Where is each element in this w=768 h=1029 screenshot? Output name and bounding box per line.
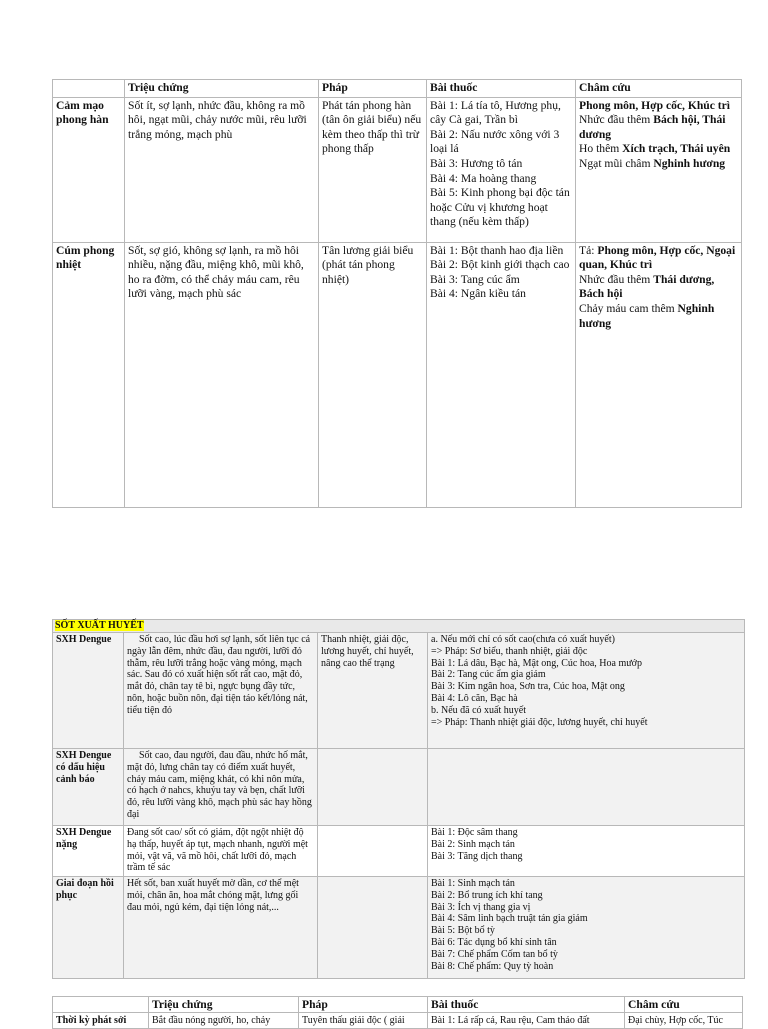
acupoint-text: Xích trạch, Thái uyên bbox=[622, 142, 731, 156]
method-cell bbox=[318, 749, 428, 826]
remedy-line: Bài 4: Ngân kiều tán bbox=[430, 287, 526, 301]
table-row bbox=[53, 826, 745, 877]
header-cell bbox=[53, 80, 125, 98]
acupoint-text: Nghinh hương bbox=[653, 156, 726, 170]
table-header-row bbox=[53, 997, 743, 1013]
remedy-line: Bài 2: Bột kinh giới thạch cao bbox=[430, 258, 570, 272]
remedy-line: Bài 8: Chế phẩm: Quy tỳ hoàn bbox=[431, 960, 554, 972]
remedy-line: Bài 4: Ma hoàng thang bbox=[430, 171, 537, 185]
acupuncture-cell: Đại chùy, Hợp cốc, Túc bbox=[625, 1013, 743, 1029]
remedy-line: Bài 6: Tác dụng bổ khí sinh tân bbox=[431, 936, 557, 948]
remedy-line: Bài 1: Lá dâu, Bạc hà, Mật ong, Cúc hoa, Hoa mướp bbox=[431, 657, 642, 669]
remedy-line: Bài 5: Bột bổ tỳ bbox=[431, 925, 495, 937]
acupoint-note: Nhức đầu thêm bbox=[579, 272, 654, 286]
symptoms-cell: Hết sốt, ban xuất huyết mờ dần, cơ thể mệt mỏi, chân ăn, hoa mắt chóng mặt, lưng gối đau mỏi, ngủ kém, đại tiện lỏng nát,... bbox=[124, 877, 318, 979]
acupoint-note: Ho thêm bbox=[579, 142, 623, 156]
acupoint-note: Chảy máu cam thêm bbox=[579, 301, 678, 315]
remedy-line: Bài 2: Sinh mạch tán bbox=[431, 838, 515, 850]
header-cell: Pháp bbox=[299, 997, 428, 1013]
remedy-line: Bài 4: Sâm linh bạch truật tán gia giảm bbox=[431, 913, 588, 925]
acupoint-text: Nghinh hương bbox=[579, 301, 715, 330]
remedy-line: Bài 3: Hương tô tán bbox=[430, 156, 523, 170]
remedy-line: => Pháp: Sơ biểu, thanh nhiệt, giải độc bbox=[431, 645, 588, 657]
row-heading: SXH Dengue bbox=[53, 633, 124, 749]
method-cell bbox=[318, 877, 428, 979]
method-cell: Tân lương giải biểu (phát tán phong nhiệt) bbox=[319, 242, 427, 507]
header-cell: Châm cứu bbox=[625, 997, 743, 1013]
remedies-cell bbox=[427, 97, 576, 242]
acupoint-text: Bách hội, Thái dương bbox=[579, 113, 726, 141]
remedy-line: Bài 2: Tang cúc ẩm gia giảm bbox=[431, 669, 546, 681]
acupoint-note: Tả: bbox=[579, 243, 598, 257]
remedies-cell bbox=[428, 633, 745, 749]
row-heading: Giai đoạn hồi phục bbox=[53, 877, 124, 979]
method-cell: Thanh nhiệt, giải độc, lương huyết, chỉ huyết, nâng cao thể trạng bbox=[318, 633, 428, 749]
remedy-line: Bài 3: Tăng dịch thang bbox=[431, 850, 523, 862]
remedy-line: Bài 1: Bột thanh hao địa liền bbox=[430, 243, 564, 257]
symptoms-cell: Đang sốt cao/ sốt có giảm, đột ngột nhiệt độ hạ thấp, huyết áp tụt, mạch nhanh, người mệt mỏi, vật vã, vã mồ hôi, chất lưỡi đỏ, mạch trầm tế sác bbox=[124, 826, 318, 877]
header-cell: Triệu chứng bbox=[149, 997, 299, 1013]
remedy-line: Bài 5: Kinh phong bại độc tán hoặc Cửu vị khương hoạt thang (nếu kèm thấp) bbox=[430, 186, 570, 229]
row-heading: SXH Dengue có dấu hiệu cảnh báo bbox=[53, 749, 124, 826]
method-cell: Tuyên thấu giải độc ( giải bbox=[299, 1013, 428, 1029]
remedies-cell: Bài 1: Lá rấp cá, Rau rệu, Cam thảo đất bbox=[428, 1013, 625, 1029]
header-cell: Pháp bbox=[319, 80, 427, 98]
remedy-line: Bài 2: Bổ trung ích khí tang bbox=[431, 889, 543, 901]
header-cell: Triệu chứng bbox=[125, 80, 319, 98]
acupoint-note: Ngạt mũi châm bbox=[579, 156, 654, 170]
remedies-cell bbox=[428, 826, 745, 877]
remedies-cell bbox=[428, 749, 745, 826]
method-cell: Phát tán phong hàn (tân ôn giải biểu) nếu kèm theo thấp thì trừ phong thấp bbox=[319, 97, 427, 242]
remedy-line: Bài 3: Ích vị thang gia vị bbox=[431, 901, 531, 913]
table-row bbox=[53, 242, 742, 507]
remedies-cell bbox=[427, 242, 576, 507]
acupoint-note: Nhức đầu thêm bbox=[579, 113, 654, 127]
symptoms-cell: Sốt cao, đau người, đau đầu, nhức hố mắt, mặt đỏ, lưng chân tay có điểm xuất huyết, chảy máu cam, miệng khát, có khi nôn mửa, có hạch ở nahcs, khuỷu tay và bẹn, chất lưỡi đỏ, rêu lưỡi vàng khô, mạch phù sác hay hồng đại bbox=[124, 749, 318, 826]
remedy-line: Bài 1: Độc sâm thang bbox=[431, 827, 518, 838]
remedy-line: Bài 1: Lá tía tô, Hương phụ, cây Cà gai, Trần bì bbox=[430, 98, 561, 127]
table-row bbox=[53, 749, 745, 826]
table-row bbox=[53, 877, 745, 979]
acupoint-text: Phong môn, Hợp cốc, Khúc trì bbox=[579, 98, 731, 112]
acupuncture-cell bbox=[576, 97, 742, 242]
row-heading: Cúm phong nhiệt bbox=[53, 242, 125, 507]
remedy-line: => Pháp: Thanh nhiệt giải độc, lương huyết, chỉ huyết bbox=[431, 716, 648, 728]
header-cell: Bài thuốc bbox=[428, 997, 625, 1013]
remedy-line: Bài 3: Tang cúc ẩm bbox=[430, 272, 520, 286]
header-cell: Bài thuốc bbox=[427, 80, 576, 98]
section-title: SỐT XUẤT HUYẾT bbox=[55, 620, 144, 631]
symptoms-cell: Sốt ít, sợ lạnh, nhức đầu, không ra mồ hôi, ngạt mũi, chảy nước mũi, rêu lưỡi trắng mỏng, mạch phù bbox=[125, 97, 319, 242]
header-cell: Châm cứu bbox=[576, 80, 742, 98]
symptoms-cell: Sốt, sợ gió, không sợ lạnh, ra mồ hôi nhiều, nặng đầu, miệng khô, mũi khô, ho ra đờm, có thể chảy máu cam, rêu lưỡi vàng, mạch phù sác bbox=[125, 242, 319, 507]
table-row bbox=[53, 97, 742, 242]
method-cell bbox=[318, 826, 428, 877]
symptoms-cell: Bắt đầu nóng người, ho, chảy bbox=[149, 1013, 299, 1029]
header-cell bbox=[53, 997, 149, 1013]
row-heading: Thời kỳ phát sởi bbox=[53, 1013, 149, 1029]
acupoint-text: Phong môn, Hợp cốc, Ngoại quan, Khúc trì bbox=[579, 243, 736, 272]
remedy-line: Bài 2: Nấu nước xông với 3 loại lá bbox=[430, 127, 560, 156]
table-header-row bbox=[53, 80, 742, 98]
symptoms-cell: Sốt cao, lúc đầu hơi sợ lạnh, sốt liên tục cả ngày lẫn đêm, nhức đầu, đau người, lưỡi đỏ thẫm, rêu lưỡi trắng hoặc vàng mỏng, mạch sác. Sau đó có xuất hiện sốt rất cao, mặt đỏ, mắt đỏ, chân tay tê bì, ngực bụng đầy tức, nôn, hoặc buồn nôn, đại tiện táo kết/lỏng nát, tiểu tiện đỏ bbox=[124, 633, 318, 749]
remedy-line: a. Nếu mới chỉ có sốt cao(chưa có xuất huyết) bbox=[431, 634, 615, 645]
dengue-table bbox=[52, 619, 745, 979]
cold-flu-table bbox=[52, 79, 742, 508]
remedy-line: Bài 3: Kim ngân hoa, Sơn tra, Cúc hoa, Mật ong bbox=[431, 681, 625, 693]
row-heading: SXH Dengue nặng bbox=[53, 826, 124, 877]
remedy-line: Bài 7: Chế phẩm Cốm tan bổ tỳ bbox=[431, 948, 558, 960]
acupuncture-cell bbox=[576, 242, 742, 507]
remedies-cell bbox=[428, 877, 745, 979]
acupoint-text: Thái dương, Bách hội bbox=[579, 272, 715, 301]
table-row bbox=[53, 633, 745, 749]
remedy-line: b. Nếu đã có xuất huyết bbox=[431, 704, 526, 716]
table-title-row bbox=[53, 620, 745, 633]
row-heading: Cảm mạo phong hàn bbox=[53, 97, 125, 242]
table-row bbox=[53, 1013, 743, 1029]
remedy-line: Bài 1: Sinh mạch tán bbox=[431, 878, 515, 889]
remedy-line: Bài 4: Lô căn, Bạc hà bbox=[431, 692, 518, 704]
measles-table bbox=[52, 996, 743, 1029]
